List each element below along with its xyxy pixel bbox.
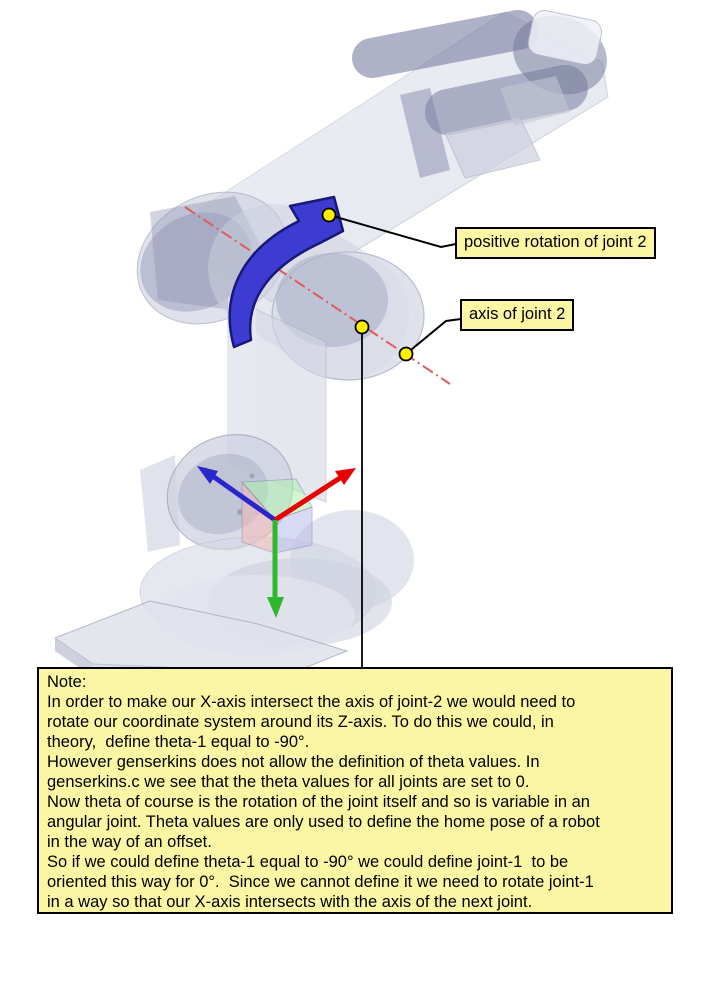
note-line: However genserkins does not allow the definition of theta values. In <box>47 753 540 771</box>
note-line: So if we could define theta-1 equal to -90° we could define joint-1 to be <box>47 853 569 871</box>
note-line: Note: <box>47 673 87 691</box>
note-line: in a way so that our X-axis intersects with the axis of the next joint. <box>47 893 533 911</box>
shoulder-bolt-3 <box>250 474 255 479</box>
note-line: In order to make our X-axis intersect the axis of joint-2 we would need to <box>47 693 576 711</box>
upper-arm-dark-capsule-1 <box>372 30 518 58</box>
note-line: Now theta of course is the rotation of the joint itself and so is variable in an <box>47 793 590 811</box>
note-line: genserkins.c we see that the theta values for all joints are set to 0. <box>47 773 530 791</box>
note-line: angular joint. Theta values are only used to define the home pose of a robot <box>47 813 600 831</box>
note-line: theory, define theta-1 equal to -90°. <box>47 733 310 751</box>
robot-body <box>55 3 618 684</box>
label-positive-rotation: positive rotation of joint 2 <box>455 227 656 259</box>
note-line: in the way of an offset. <box>47 833 212 851</box>
marker-dot-axis-upper <box>356 321 369 334</box>
note-line: oriented this way for 0°. Since we cannot define it we need to rotate joint-1 <box>47 873 594 891</box>
marker-dot-axis-lower <box>400 348 413 361</box>
marker-dot-rotation <box>323 209 336 222</box>
note-box <box>37 667 673 914</box>
label-axis-of-joint2: axis of joint 2 <box>460 299 574 331</box>
note-line: rotate our coordinate system around its Z-axis. To do this we could, in <box>47 713 554 731</box>
